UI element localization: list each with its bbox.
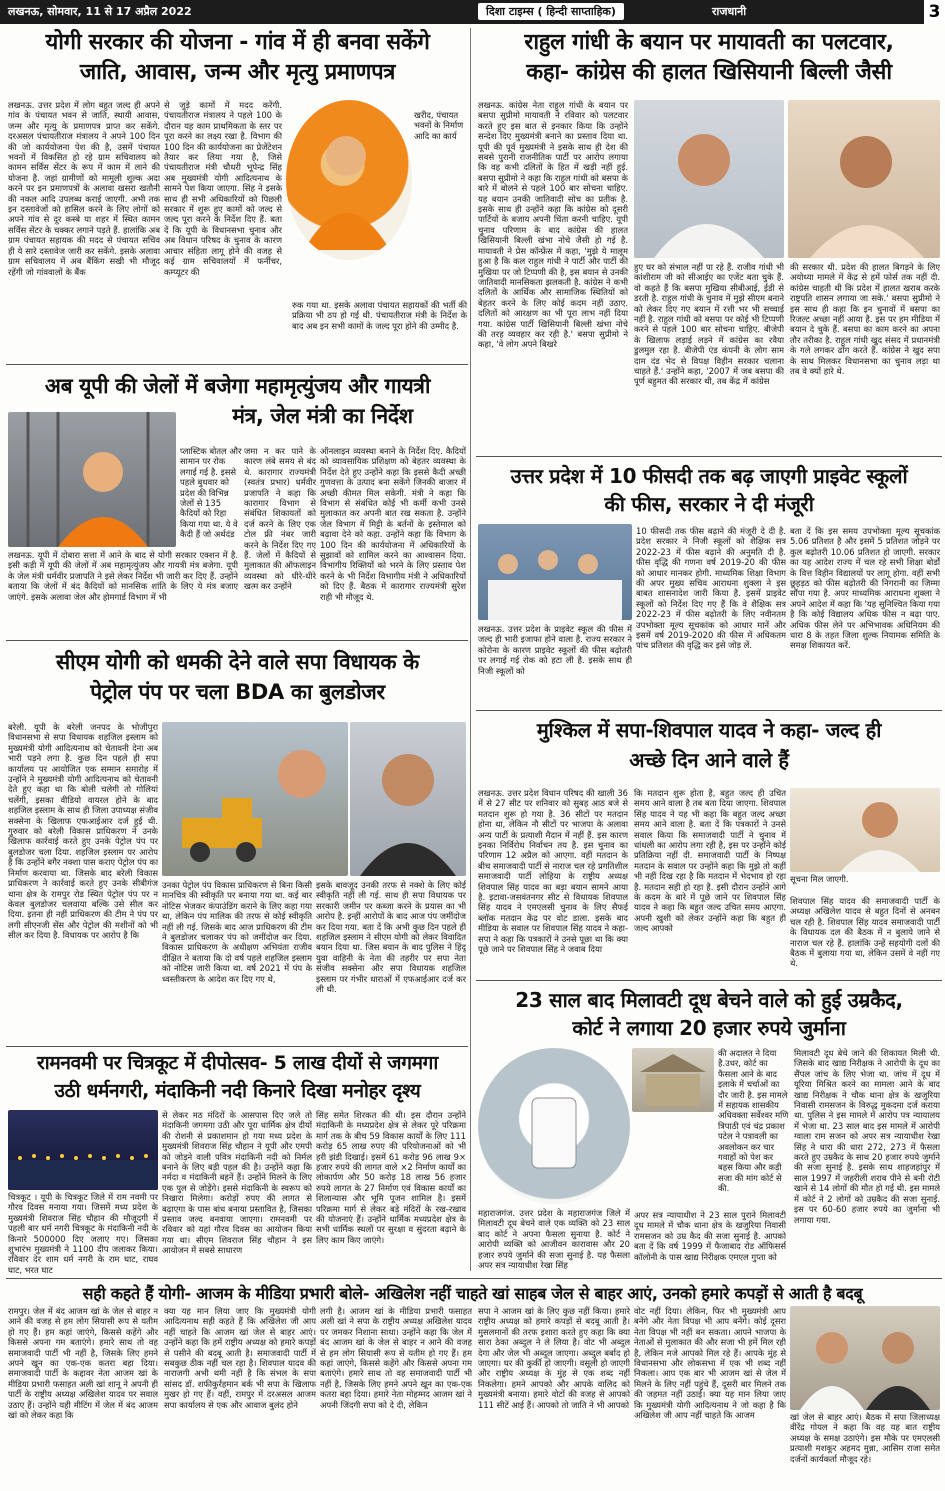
court-photo bbox=[632, 1048, 714, 1112]
article-yogi-photo-side: खरीद, पंचायत भवनों के निर्माण आदि का कार्य bbox=[414, 110, 464, 141]
school-photo bbox=[478, 524, 632, 620]
mayawati-photo bbox=[788, 100, 940, 258]
headline-rahul-2: कहा- कांग्रेस की हालत खिसियानी बिल्ली जैसी bbox=[526, 60, 892, 85]
article-azam-col6: खां जेल से बाहर आएं। बैठक में सपा जिलाध्यक्ष वीरेंद्र गोयल ने कहा कि वह यह बात राष्ट्रीय अध्यक्ष के समक्ष उठाएंगे। इस मौके पर एमएलसी प्रत्याशी मशकूर अहमद मुन्ना, आसिम राजा समेत दर्जनों कार्यकर्ता मौजूद रहे। bbox=[790, 1412, 940, 1464]
article-ramnavami-col2: से लेकर मठ मंदिरों के आसपास दिए जले तो मंदाकिनी जगमगा उठी और पूरा धार्मिक क्षेत्र दीयों की रोशनी से प्रकाशमान हो गया मध्य प्रदेश के मुख्यमंत्री शिवराज सिंह चौहान ने यूपी और एमपी को जोड़ने वाली पवित्र मंदाकिनी नदी को निर्मल बनाने के लिए बड़ी पहल की है। उन्होंने कहा कि नर्मदा व मंदाकिनी बहनें हैं। उन्होंने मिलने के लिए एक पुल से जोड़ेंगे। इससे मंदाकिनी के स्वरूप को निखारा मिलेगा। करोड़ों रुपए की लागत से बढ़ाएगा के पास बांध बनाया प्रस्तावित है, जिसका प्रस्ताव जल्द बनवाया जाएगा। रामनवमी पर रविवार को यहां गौरव दिवस का आयोजन किया गया था। सीएम शिवराज सिंह चौहान ने इस आयोजन में सबसे साधारण bbox=[162, 1110, 312, 1256]
portrait-icon bbox=[8, 412, 176, 547]
headline-fees-2: की फीस, सरकार ने दी मंजूरी bbox=[604, 492, 814, 516]
portrait-icon bbox=[350, 722, 466, 876]
article-azam-col4: सपा ने आजम खां के लिए कुछ नहीं किया। हमारे राष्ट्रीय अध्यक्ष को हमारे कपड़ों से बदबू आती है। मुसलमानों की तरफ इशारा करते हुए कहा कि क्या सारा ठेका अब्दुल ने ले लिया है। वोट भी अब्दुल देगा और जेल भी अब्दुल जाएगा। अब्दुल बर्बाद हो जाएगा। घर की कुर्की हो जाएगी। वसूली हो जाएगी और राष्ट्रीय अध्यक्ष के मुंह से एक शब्द नहीं निकलेगा। हमने आपको और आपके वालिद को मुख्यमंत्री बनाया। हमारे वोटों की वजह से आपको 111 सीटें आई हैं। आपको तो जाति ने भी आपको bbox=[478, 1306, 630, 1410]
headline-milk-2: कोर्ट ने लगाया 20 हजार रुपये जुर्माना bbox=[572, 1016, 846, 1040]
mla-photo bbox=[350, 722, 466, 876]
headline-ramnavami-2: उठी धर्मनगरी, मंदाकिनी नदी किनारे दिखा मनोहर दृश्य bbox=[54, 1080, 421, 1102]
headline-rahul-1: राहुल गांधी के बयान पर मायावती का पलटवार, bbox=[524, 30, 894, 55]
article-azam-col5: वोट नहीं दिया। लेकिन, फिर भी मुख्यमंत्री आप बनेंगे और नेता विपक्ष भी आप बनेंगे। कोई दूसरा नेता विपक्ष भी नहीं बन सकता। आपने भाजपा के नेताओं से मुलाकात की और सजा भी हमें मिल रही है, लेकिन मजे आपको मिल रहे हैं। आपके मुंह से विधानसभा और लोकसभा में एक भी शब्द नहीं निकला। आप एक बार भी आजम खां से जेल में मिलने के लिए नहीं पहुंचे हैं, दूसरी बार मिलने तक की जहमत नहीं उठाई। क्या यह मान लिया जाए कि मुख्यमंत्री योगी आदित्यनाथ ने जो कहा है कि अखिलेश जी आप नहीं चाहते कि आजम bbox=[634, 1306, 786, 1421]
portrait-icon bbox=[790, 1306, 940, 1410]
section-name: राजधानी bbox=[712, 5, 747, 18]
article-bda-col2: उनका पेट्रोल पंप विकास प्राधिकरण से बिना किसी मानचित्र की स्वीकृति पर बनाया गया था. कई बार नोटिस भेजकर कंपाउंडिंग कराने के लिए कहा गया था, लेकिन पंप मालिक की तरफ से कोई स्वीकृति नहीं ली गई. जिसके बाद आज प्राधिकरण की टीम ने बुलडोजर चलाकर पंप को जमींदोज कर दिया. विकास प्राधिकरण के अधीक्षण अभियंता राजीव दीक्षित ने बताया कि दो वर्ष पहले शहजिल इस्लाम को नोटिस जारी किया था. वर्ष 2021 में पंप के ध्वस्तीकरण के आदेश कर दिए गए थे, bbox=[162, 880, 312, 984]
deepotsav-photo bbox=[8, 1110, 158, 1190]
bulldozer-icon bbox=[162, 722, 348, 876]
divider bbox=[6, 640, 468, 641]
bulldozer-photo bbox=[162, 722, 348, 876]
article-azam-col2: क्या यह मान लिया जाए कि मुख्यमंत्री योगी आदित्यनाथ सही कहते हैं कि अखिलेश जी आप नहीं चाहते कि आजम खां जेल से बाहर आएं। उन्होंने कहा कि हमें राष्ट्रीय अध्यक्ष को हमारे कपड़ों से पसीने की बदबू आती है। समाजवादी पार्टी में सबकुछ ठीक नहीं चल रहा है। शिवपाल यादव की नाराजगी अभी थमी नहीं है कि संभल के सपा सांसद डॉ. शफीकुर्रहमान बर्क भी सपा के खिलाफ मुखर हो गए हैं। वहीं, रामपुर में दरअसल आजम सपा कार्यालय से एक और आवाज बुलंद होने bbox=[164, 1306, 316, 1410]
divider bbox=[6, 1046, 468, 1047]
headline-yogi-1: योगी सरकार की योजना - गांव में ही बनवा सकेंगे bbox=[45, 30, 430, 55]
article-azam-col1: रामपुर। जेल में बंद आजम खां के जेल से बाहर न आने की वजह से हम लोग सियासी रूप से यतीम हो गए हैं। हम कहां जाएंगे, किससे कहेंगे और किससे अपना गम बताएंगे। हमारे साथ तो वह समाजवादी पार्टी भी नहीं है, जिसके लिए हमने अपने खून का एक-एक कतरा बहा दिया। समाजवादी पार्टी के कद्दावर नेता आजम खां के मीडिया प्रभारी फसाहत अली खां शानू ने अपनी ही पार्टी के राष्ट्रीय अध्यक्ष अखिलेश यादव पर सवाल उठाए हैं। उन्होंने यही मीटिंग में जेल में बंद आजम खां को लेकर कहा कि bbox=[8, 1306, 158, 1421]
divider bbox=[476, 710, 942, 711]
divider bbox=[476, 456, 942, 457]
rahul-photo bbox=[634, 100, 784, 258]
akhilesh-azam-photo bbox=[790, 1306, 940, 1410]
court-building-icon bbox=[632, 1048, 714, 1112]
article-fees-col3: बता दें कि इस समय उपभोक्ता मूल्य सूचकांक 5.06 प्रतिशत है और इसमें 5 प्रतिशत जोड़ने पर कुल बढ़ोतरी 10.06 प्रतिशत हो जाएगी. सरकार का यह आदेश राज्य में चल रहे सभी शिक्षा बोर्डों के वित्त विहीन विद्यालयों पर लागू होगा. वहीं सभी छूहड़ठ को फीस बढ़ोतरी की निगरानी का जिम्मा सौंपा गया है. अपर माध्यमिक आराधना शुक्ला ने अपने आदेश में कहा कि 'यह सुनिश्चित किया गया है कि कोई विद्यालय अधिक फीस न बढ़ा पाए. अधिक फीस लेने पर अभिभावक अधिनियम की धारा 8 के तहत जिला शुल्क नियामक समिति के समक्ष शिकायत करें. bbox=[790, 526, 940, 651]
article-fees-col2: 10 फीसदी तक फीस बढ़ाने की मंजूरी दे दी है. प्रदेश सरकार ने निजी स्कूलों को शैक्षिक सत्र 2022-23 में फीस बढ़ाने की अनुमति दी है. फीस वृद्धि की गणना वर्ष 2019-20 की फीस को आधार मानकर होगी. माध्यमिक शिक्षा विभाग की अपर मुख्य सचिव आराधना शुक्ला ने इस बाबत शासनादेश जारी किया है. इसमें प्राइवेट स्कूलों को निर्देश दिए गए हैं कि वे शैक्षिक सत्र 2022-23 में फीस बढ़ोतरी के लिए नवीनतम उपभोक्ता मूल्य सूचकांक को आधार मानें और इसमें वर्ष 2019-2020 की फीस में अधिकतम पांच प्रतिशत की वृद्धि कर इसे जोड़ लें. bbox=[636, 526, 786, 651]
headline-milk-1: 23 साल बाद मिलावटी दूध बेचने वाले को हुई उम्रकैद, bbox=[515, 988, 903, 1012]
headline-bda-1: सीएम योगी को धमकी देने वाले सपा विधायक के bbox=[55, 650, 419, 674]
publication-name: दिशा टाइम्स ( हिन्दी साप्ताहिक) bbox=[478, 3, 624, 20]
article-rahul-col1: लखनऊ. कांग्रेस नेता राहुल गांधी के बयान पर बसपा सुप्रीमो मायावती ने रविवार को पलटवार करते हुए इस बात से इनकार किया कि उन्होंने सन्देश दिए मुख्यमंत्री बनाने का प्रस्ताव दिया था. यूपी की पूर्व मुख्यमंत्री ने इसके साथ ही देश की सबसे पुरानी राजनीतिक पार्टी पर आरोप लगाया कि वह कभी दलितों के हित में खड़ी नहीं हुई. बसपा सुप्रीमो ने कहा कि राहुल गांधी को बसपा के बारे में बोलने से पहले 100 बार सोचना चाहिए. यह बयान उनकी जातिवादी सोच का प्रतीक है. इसके साथ ही उन्होंने कहा कि कांग्रेस को दूसरी पार्टियों के बजाय अपनी चिंता करनी चाहिए. यूपी चुनाव परिणाम के बाद कांग्रेस की हालत खिसियानी बिल्ली खंभा नोचे जैसी हो गई है. मायावती ने प्रेस कॉन्फ्रेंस में कहा, 'मुझे ये मालूम हुआ है कि कल राहुल गांधी ने पार्टी और पार्टी की मुखिया पर जो टिप्पणी की है, इस बयान से उनकी जातिवादी मानसिकता झलकती है. कांग्रेस ने कभी दलितों के आर्थिक और सामाजिक स्थितियों को बेहतर करने के लिए कोई कदम नहीं उठाए. दलितों को आरक्षण का भी पूरा लाभ नहीं दिया गया. कांग्रेस पार्टी खिसियानी बिल्ली खंभा नोचे की तरह व्यवहार कर रही है.' बसपा सुप्रीमो ने कहा, 'वे लोग अपने बिखरे bbox=[478, 100, 628, 350]
article-jail-photo-side: प्लास्टिक बोतल और सामान पर रोक लगाई गई है. इससे पहले बुधवार को प्रदेश की विभिन्न जेलों से 135 कैदियों को रिहा किया गया था. ये वे कैदी हैं जो अर्थदंड bbox=[180, 446, 242, 540]
divider bbox=[476, 980, 942, 981]
milk-icon bbox=[478, 1048, 630, 1204]
article-azam-col3: लगी है। आजम खां के मीडिया प्रभारी फसाहत अली खां ने सपा के राष्ट्रीय अध्यक्ष अखिलेश यादव पर जमकर निशाना साधा। उन्होंने कहा कि जेल में बंद आजम खां के जेल से बाहर न आने की वजह से हम लोग सियासी रूप से यतीम हो गए हैं। हम कहां जाएंगे, किससे कहेंगे और किससे अपना गम बताएंगे। हमारे साथ तो वह समाजवादी पार्टी भी नहीं है, जिसके लिए हमने अपने खून का एक-एक कतरा बहा दिया। हमारे नेता मोहम्मद आजम खां ने अपनी जिंदगी सपा को दे दी, लेकिन bbox=[320, 1306, 472, 1410]
headline-yogi-2: जाति, आवास, जन्म और मृत्यु प्रमाणपत्र bbox=[79, 60, 396, 85]
classroom-icon bbox=[478, 524, 632, 620]
issue-date: लखनऊ, सोमवार, 11 से 17 अप्रैल 2022 bbox=[8, 5, 192, 18]
article-yogi-col3: रुक गया था. इसके अलावा पंचायत सहायकों की भर्ती की प्रक्रिया भी ठप हो गई थी. पंचायतीराज मंत्री के निर्देश के बाद अब इन सभी कामों के जल्द पूरा होने की उम्मीद है. bbox=[292, 300, 467, 331]
article-milk-col2: अपर सत्र न्यायाधीश ने 23 साल पुराने मिलावटी दूध मामले में चौक थाना क्षेत्र के खजुरिया निवासी रामसजन को उम्र कैद की सजा सुनाई है. आपको बता दें कि वर्ष 1999 में फैजाबाद रोड ऑफिसर्स कॉलोनी के पास खाद्य निरीक्षक एमएल गुप्ता को bbox=[634, 1210, 786, 1262]
article-milk-col3: मिलावटी दूध बेचे जाने की शिकायत मिली थी. जिसके बाद खाद्य निरीक्षक ने आरोपी के दूध का सैंपल जांच के लिए भेजा था. जांच में दूध में यूरिया मिश्रित करने का मामला आने के बाद खाद्य निरीक्षक ने चौक थाना क्षेत्र के खजुरिया निवासी रामसजन के विरुद्ध मुकदमा दर्ज कराया था. पुलिस ने इस मामले में आरोप पत्र न्यायालय में भेजा था. 23 साल बाद इस मामले में आरोपी ग्वाला राम सजन को अपर सत्र न्यायाधीश रेखा सिंह ने धारा की धारा 272, 273 में फैसला करते हुए उम्रकैद के साथ 20 हजार रुपये जुर्माने की सजा सुनाई है. इसके साथ शाहजहांपुर में साल 1997 में जहरीली शराब पीने से बनी रोटी खाने से 14 लोगों की मौत हो गई थी. इस मामले में कोर्ट ने 2 लोगों को उम्रकैद की सजा सुनाई. इस पर 60-60 हजार रुपये का जुर्माना भी लगाया गया. bbox=[794, 1048, 940, 1225]
divider bbox=[6, 1278, 942, 1279]
article-bda-col1: बरेली. यूपी के बरेली जनपद के भोजीपुरा विधानसभा से सपा विधायक शहजिल इस्लाम को मुख्यमंत्री योगी आदित्यनाथ को चेतावनी देना अब भारी पड़ने लगा है. कुछ दिन पहले ही सपा कार्यालय पर आयोजित एक सम्मान समारोह में उन्होंने ने मुख्यमंत्री योगी आदित्यनाथ को चेतावनी देते हुए कहा था कि बोली चलेगी तो गोलियां चलेंगी, इसका वीडियो वायरल होने के बाद शहजिल इस्लाम के साथ ही जिला उपाध्यक्ष संजीव सक्सेना के खिलाफ एफआईआर दर्ज हुई थी. गुरुवार को बरेली विकास प्राधिकरण ने उनके खिलाफ कार्रवाई करते हुए उनके पेट्रोल पंप पर बुलडोजर चला दिया. शहजिल इस्लाम पर आरोप है कि उन्होंने बगैर नक्शा पास कराए पेट्रोल पंप का निर्माण करवाया था. जिसके बाद बरेली विकास प्राधिकरण ने कार्रवाई करते हुए उनके सीबीगंज थाना क्षेत्र के रामपुर रोड स्थित पेट्रोल पंप पर न केवल बुलडोजर चलवाया बल्कि उसे सील कर दिया. इतना ही नहीं प्राधिकरण की टीम ने पंप पर लगी सीएनजी सेंस और पेट्रोल की मशीनों को भी सील कर दिया है. विधायक पर आरोप है कि bbox=[8, 722, 158, 941]
article-yogi-col2: से जुड़े कामों में मदद करेंगी. पंचायतीराज मंत्रालय ने पहले 100 के दौरान यह काम प्राथमिकता के स्तर पर पूरा करने का लक्ष्य रखा है. विभाग की 100 दिन की कार्ययोजना का प्रेजेंटेशन तैयार कर लिया गया है, जिसे पंचायतीराज मंत्री चौधरी भूपेन्द्र सिंह अब मुख्यमंत्री योगी आदित्यनाथ के सामने पेश किया जाएगा. सिंह ने इसके साथ ही सभी अधिकारियों को पिछली सरकार में शुरू हुए कामों को जल्द से जल्द पूरा करने के निर्देश दिए हैं. बता दें कि यूपी के विधानसभा चुनाव और अब विधान परिषद के चुनाव के कारण आचार संहिता लागू होने की वजह से कई ग्राम सचिवालयों में फर्नीचर, कम्प्यूटर की bbox=[164, 100, 282, 277]
portrait-icon bbox=[286, 100, 412, 260]
article-shivpal-photo-label: सूचना मिल जाएगी. bbox=[790, 874, 849, 884]
jail-photo bbox=[8, 412, 176, 547]
article-fees-col1: लखनऊ. उत्तर प्रदेश के प्राइवेट स्कूल की फीस में जल्द ही भारी इजाफा होने वाला है. राज्य सरकार ने कोरोना के कारण प्राइवेट स्कूलों की फीस बढ़ोतरी पर लगाई गई रोक को हटा ली है. इसके साथ ही निजी स्कूलों को bbox=[478, 624, 632, 676]
article-milk-col1: महाराजगंज. उत्तर प्रदेश के महाराजगंज जिले में मिलावटी दूध बेचने वाले एक व्यक्ति को 23 साल बाद कोर्ट ने अपना फैसला सुनाया है. कोर्ट ने आरोपी व्यक्ति को आजीवन कारावास और 20 हजार रुपये जुर्माने की सजा सुनाई है. यह फैसला अपर सत्र न्यायाधीश रेखा सिंह bbox=[478, 1208, 630, 1271]
headline-jail-2: मंत्र, जेल मंत्री का निर्देश bbox=[232, 404, 413, 428]
shivpal-photo bbox=[790, 788, 940, 872]
article-shivpal-col1: लखनऊ. उत्तर प्रदेश विधान परिषद की खाली 36 में से 27 सीट पर शनिवार को सुबह आठ बजे से मतदान शुरू हो गया है. 36 सीटों पर मतदान होना था, लेकिन नौ सीटों पर भाजपा के अलावा अन्य पार्टी के प्रत्याशी मैदान में नहीं हैं. इस कारण इनका निर्विरोध निर्वाचन तय है. इस चुनाव का परिणाम 12 अप्रैल को आएगा. वहीं मतदान के बीच समाजवादी पार्टी से नाराज चल रहे प्रगतिशील समाजवादी पार्टी लोहिया के राष्ट्रीय अध्यक्ष शिवपाल सिंह यादव का बड़ा बयान सामने आया है. इटावा-जसवंतनगर सीट से विधायक शिवपाल सिंह यादव ने एमएलसी चुनाव के लिए सैफई ब्लॉक मतदान केंद्र पर वोट डाला. इसके बाद मीडिया के सवाल पर शिवपाल सिंह यादव ने कहा- सपा ने कहा कि पत्रकारों ने उनसे पूछा था कि क्या पूछे जाने पर शिवपाल सिंह ने जवाब दिया bbox=[478, 788, 628, 955]
headline-fees-1: उत्तर प्रदेश में 10 फीसदी तक बढ़ जाएगी प्राइवेट स्कूलों bbox=[510, 464, 908, 488]
article-rahul-col3: की सरकार थी. प्रदेश की हालत बिगड़ने के लिए अयोध्या मामले में केंद्र से हमें फोर्स तक नहीं दी. कांग्रेस चाहती थी कि प्रदेश में हालत खराब करके राष्ट्रपति शासन लगाया जा सके.' बसपा सुप्रीमो ने इस साथ ही कहा कि इन चुनावों में बसपा का रिजल्ट अच्छा नहीं आया है. इस पर हम मीडिया में बयान दे चुके हैं. बसपा का काम करने का अपना तौर तरीका है. राहुल गांधी खुद संसद में प्रधानमंत्री के गले लगकर ढोंग करते हैं. कांग्रेस ने खुद सपा के साथ मिलकर विधानसभा का चुनाव लड़ा था तब वे क्यों हारे थे. bbox=[790, 262, 940, 377]
headline-bda-2: पेट्रोल पंप पर चला BDA का बुलडोजर bbox=[90, 680, 385, 704]
article-ramnavami-col1: चित्रकूट । यूपी के चित्रकूट जिले में राम नवमी पर गौरव दिवस मनाया गया। जिसमें मध्य प्रदेश के मुख्यमंत्री शिवराज सिंह चौहान की मौजूदगी में पहली बार धर्म नगरी चित्रकूट के मंदाकिनी नदी के किनारे 500000 दिए जलाए गए। जिसका शुभारंभ मुख्यमंत्री ने 1100 दीप जलाकर किया। रविवार देर शाम धर्म नगरी के राम घाट, राघव घाट, भरत घाट bbox=[8, 1192, 158, 1274]
yogi-photo bbox=[286, 100, 412, 260]
headline-shivpal-2: अच्छे दिन आने वाले हैं bbox=[629, 748, 789, 772]
headline-ramnavami-1: रामनवमी पर चित्रकूट में दीपोत्सव- 5 लाख दीयों से जगमगा bbox=[36, 1052, 439, 1074]
page-number: 3 bbox=[924, 0, 945, 24]
article-yogi-col1: लखनऊ. उत्तर प्रदेश में लोग बहुत जल्द ही अपने गांव के पंचायत भवन से जाति, स्थायी आवास, जन्म और मृत्यु के प्रमाणपत्र प्राप्त कर सकेंगे. दरअसल पंचायतीराज मंत्रालय ने अपने 100 दिन की जो कार्ययोजना पेश की है, उसमें पंचायत भवनों में विकसित हो रहे ग्राम सचिवालय को कामन सर्विस सेंटर के रूप में काम में लाने की योजना है. जहां ग्रामीणों को मामूली शुल्क अदा करने पर इन प्रमाणपत्रों के अलावा खसरा खतौनी की नकल आदि उपलब्ध कराई जाएगी. अभी तक इन दस्तावेजों को हासिल करने के लिए लोगों को अपने गांव से दूर कस्बे या शहर में स्थित कामन सर्विस सेंटर के चक्कर लगाने पड़ते हैं. हालांकि अब ग्राम पंचायत सहायक की मदद से पंचायत सचिव ही ये सारे दस्तावेज जारी कर सकेंगे. इसके अलावा ग्राम सचिवालय में अब बैंकिंग सखी भी मौजूद रहेंगी जो गांववालों के बैंक bbox=[8, 100, 160, 277]
lamp-icon bbox=[8, 1110, 158, 1190]
article-shivpal-col2: कि मतदान शुरू होता है, बहुत जल्द ही उचित समय आने वाला है तब बता दिया जाएगा. शिवपाल सिंह यादव ने यह भी कहा कि बहुत जल्द अच्छा समय आने वाला है. बता दें कि पत्रकारों ने उनसे सवाल किया कि समाजवादी पार्टी ने चुनाव में धांधली का आरोप लगा रही है, इस पर उन्होंने कोई प्रतिक्रिया नहीं दी. समाजवादी पार्टी के निष्पक्ष मतदान के सवाल पर उन्होंने कहा कि मुझे तो कहीं भी नहीं दिख रहा है कि मतदान में भेदभाव हो रहा है. मतदान सही हो रहा है. इसी दौरान उन्होंने आगे के कदम के बारे में पूछे जाने पर शिवपाल सिंह यादव ने कहा कि बहुत जल्द उचित समय आएगा. अपनी खुशी को लेकर उन्होंने कहा कि बहुत ही जल्द आपको bbox=[634, 788, 786, 934]
headline-azam: सही कहते हैं योगी- आजम के मीडिया प्रभारी बोले- अखिलेश नहीं चाहते खां साहब जेल से बाहर आएं, उनको हमारे कपड़ों से आती है बदबू bbox=[82, 1284, 863, 1303]
article-jail-col1: लखनऊ. यूपी में दोबारा सत्ता में आने के बाद से योगी सरकार एक्शन में है. इसी कड़ी में यूपी की जेलों में अब महामृत्युंजय और गायत्री मंत्र बजेगा. यूपी के जेल मंत्री धर्मवीर प्रजापति ने इसे लेकर निर्देश भी जारी कर दिए हैं. उन्होंने बताया कि जेलों में बंद कैदियों को मानसिक शांति के लिए ये मंत्र बजाए जाएंगे. इसके अलावा जेल और होमगार्ड विभाग में भी bbox=[8, 550, 238, 602]
portrait-icon bbox=[634, 100, 784, 258]
headline-jail-1: अब यूपी की जेलों में बजेगा महामृत्युंजय और गायत्री bbox=[44, 374, 431, 398]
article-bda-col3: इसके बावजूद उनकी तरफ से नक्शे के लिए कोई स्वीकृति नहीं ली गई. साथ ही सपा विधायक पर सरकारी जमीन पर कब्जा करने के प्रयास का भी आरोप है. इन्हीं आरोपों के बाद आज पंप जमींदोज कर दिया गया. बता दें कि अभी कुछ दिन पहले ही शहजिल इस्लाम ने सीएम योगी को लेकर विवादित बयान दिया था. जिस बयान के बाद पुलिस ने हिंदू युवा वाहिनी के नेता की तहरीर पर सपा नेता संजीव सक्सेना और सपा विधायक शहजिल इस्लाम पर गंभीर धाराओं में एफआईआर दर्ज कर ली थी. bbox=[316, 880, 466, 995]
divider bbox=[6, 364, 468, 365]
milk-photo bbox=[478, 1048, 630, 1204]
article-shivpal-col3: शिवपाल सिंह यादव की समाजवादी पार्टी के अध्यक्ष अखिलेश यादव से बहुत दिनों से अनबन चल रही है. शिवपाल सिंह यादव समाजवादी पार्टी के विधायक दल की बैठक में न बुलाये जाने से नाराज चल रहे हैं. हालांकि उन्हें सहयोगी दलों की बैठक में बुलाया गया था, लेकिन उसमें वे नहीं गए थे. bbox=[790, 896, 940, 969]
article-rahul-col2: हुए घर को संभाल नहीं पा रहे हैं. राजीव गांधी भी कांशीराम जी को सीआईए का एजेंट बता चुके हैं. वो कहते हैं कि बसपा मुखिया सीबीआई, ईडी से डरती है. राहुल गांधी के चुनाव में मुझे सीएम बनाने को लेकर दिए गए बयान में रत्ती भर भी सच्चाई नहीं है. राहुल गांधी को बसपा पर कोई भी टिप्पणी करने से पहले 100 बार सोचना चाहिए. बीजेपी के खिलाफ लड़ाई लड़ने में कांग्रेस का रवैया डुलमुल रहा है. बीजेपी एंड कंपनी के लोग साम दाम दंड भेद से विपक्ष विहीन सरकार चलाना चाहते हैं.' उन्होंने कहा, '2007 में जब बसपा की पूर्ण बहुमत की सरकार थी, तब केंद्र में कांग्रेस bbox=[634, 262, 784, 387]
article-jail-col3: ऑनलाइन व्यवस्था बनाने के निर्देश दिए. कैदियों को व्यावसायिक प्रशिक्षण को बेहतर व्यवस्था के निर्देश देते हुए उन्होंने कहा कि इससे कैदी अच्छी गुणवत्ता के उत्पाद बना सकेंगे जिनकी बाजार में अच्छी कीमत मिल सकेगी. मंत्री ने कहा कि विभाग से संबंधित कोई भी कर्मी कभी उनसे मुलाकात कर अपनी बात रख सकता है. उन्होंने जेल विभाग में मिट्टी के बर्तनों के इस्तेमाल को बढ़ावा देने को कहा. उन्होंने कहा कि विभाग के 100 दिन की कार्ययोजना में अधिकारियों के सुझावों को शामिल करने का आश्वासन दिया. विभागीय रिक्तियों को भरने के लिए प्रस्ताव पेश करने के भी निर्देश विभागीय मंत्री ने अधिकारियों को दिए हैं. बैठक में कारागार राज्यमंत्री सुरेश राही भी मौजूद थे. bbox=[320, 446, 466, 602]
article-milk-photo-side: की अदालत ने दिया है.उधर, कोर्ट का फैसला आने के बाद इलाके में चर्चाओं का दौर जारी है. इस मामले में सहायक शासकीय अधिवक्ता सर्वेश्वर मणि त्रिपाठी एवं चंद्र प्रकाश पटेल ने पत्रावली का अवलोकन कर चार गवाहों को पेश कर बहस किया और कड़ी सजा की मांग कोर्ट से की. bbox=[718, 1048, 789, 1194]
portrait-icon bbox=[790, 788, 940, 872]
article-jail-col2: जमा न कर पाने के कारण लंबे समय से बंद थे. कारागार राज्यमंत्री (स्वतंत्र प्रभार) धर्मवीर प्रजापति ने कहा कि कारागार विभाग से संबंधित शिकायतों को दर्ज करने के लिए एक टोल फ्री नंबर जारी करने के निर्देश दिए गए हैं. जेलों में कैदियों से मुलाकात की ऑफलाइन व्यवस्था को धीरे-धीरे खत्म कर उन्होंने bbox=[244, 446, 316, 592]
headline-shivpal-1: मुश्किल में सपा-शिवपाल यादव ने कहा- जल्द ही bbox=[536, 718, 882, 742]
portrait-icon bbox=[788, 100, 940, 258]
column-rule bbox=[470, 28, 471, 1271]
article-ramnavami-col3: सिंह समेत शिरकत की थी। इस दौरान उन्होंने मंदाकिनी के मध्यप्रदेश क्षेत्र से लेकर पूरे परिक्रमा मार्ग तक के बीच 59 विकास कार्यों के लिए 111 करोड़ 65 लाख रुपए की परियोजनाओं को भी हरी झंडी दिखाई। इसमें 61 करोड़ 96 लाख 9× हजार रुपये की लागत वाले ×2 निर्माण कार्यों का लोकार्पण और 50 करोड़ 18 लाख 56 हजार रुपये लागत के 27 निर्माण एवं विकास कार्यों का शिलान्यास और भूमि पूजन शामिल है। इसमें परिक्रमा मार्ग से लेकर बड़े मंदिरों के रख-रखाव की योजनाएं हैं। उन्होंने धार्मिक मध्यप्रदेश क्षेत्र के सभी धार्मिक स्थलों पर सुरक्षा व सुंदरता बढ़ाने के लिए काम किए जाएंगे। bbox=[316, 1110, 466, 1245]
